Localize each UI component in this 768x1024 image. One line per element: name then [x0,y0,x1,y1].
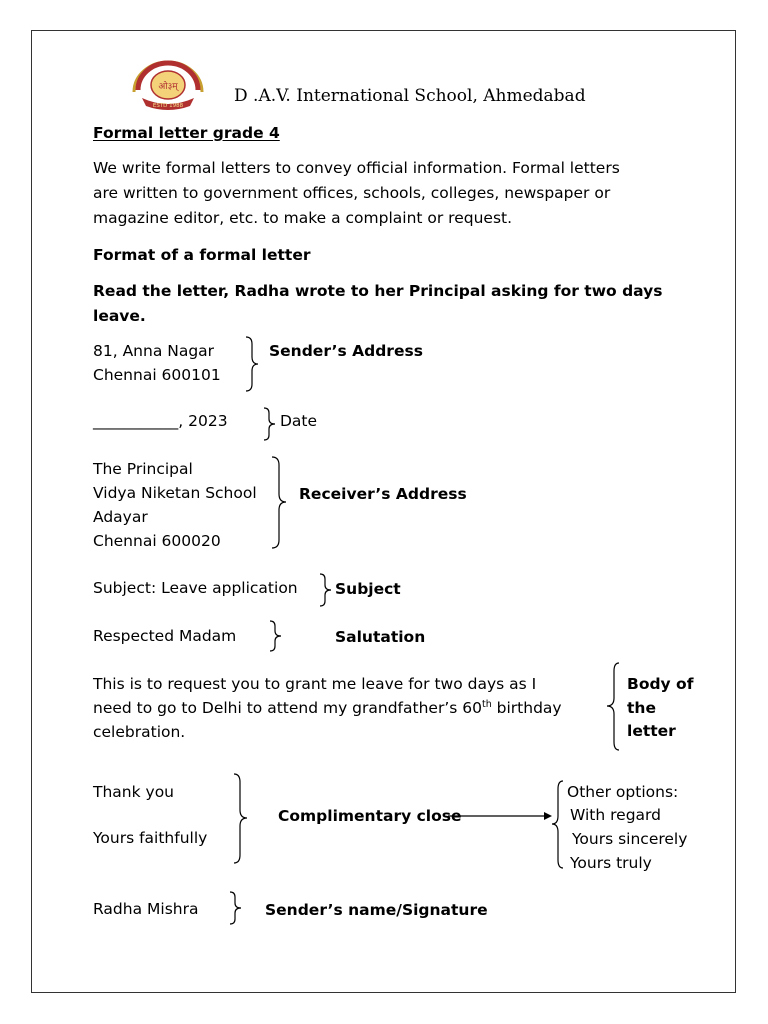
body-line: celebration. [93,723,186,741]
sender-address-line: Chennai 600101 [93,366,221,384]
date-line [93,409,228,433]
body-brace [605,662,623,752]
body-line [93,696,562,720]
sender-name-label: Sender’s name/Signature [265,901,488,919]
sender-address-line: 81, Anna Nagar [93,342,215,360]
sender-address-label: Sender’s Address [269,342,423,360]
format-heading: Format of a formal letter [93,246,311,264]
body-line2-end: birthday [491,699,562,717]
receiver-address-line: Chennai 600020 [93,532,221,550]
date-label: Date [280,412,318,430]
receiver-address-line: The Principal [93,460,193,478]
receiver-address-brace [270,456,288,550]
sender-address-brace [244,336,260,392]
intro-line: We write formal letters to convey official information. Formal letters [93,159,620,177]
receiver-address-line: Vidya Niketan School [93,484,257,502]
sender-name-text: Radha Mishra [93,900,199,918]
school-logo [128,52,208,112]
close-line: Thank you [93,783,174,801]
body-superscript: th [481,698,492,710]
school-name: D .A.V. International School, Ahmedabad [234,86,586,106]
close-label: Complimentary close [278,807,462,825]
option-item: Yours truly [570,854,652,872]
option-item: With regard [570,806,661,824]
instruction-line: Read the letter, Radha wrote to her Principal asking for two days [93,282,663,300]
close-line: Yours faithfully [93,829,208,847]
close-arrow [448,808,558,824]
salutation-brace [268,620,284,652]
page-title: Formal letter grade 4 [93,124,280,142]
date-year: , 2023 [178,412,228,430]
receiver-address-line: Adayar [93,508,148,526]
close-brace [232,773,250,865]
subject-text: Subject: Leave application [93,579,298,597]
intro-line: are written to government offices, schools, colleges, newspaper or [93,184,611,202]
date-blank: ___________ [93,412,179,430]
logo-estd-text: ESTD 1988 [152,103,184,109]
body-line: This is to request you to grant me leave for two days as I [93,675,537,693]
option-item: Yours sincerely [572,830,688,848]
subject-brace [318,573,334,607]
body-label-line: Body of [627,675,694,693]
body-label-line: letter [627,722,676,740]
sender-name-brace [228,891,244,925]
date-brace [262,407,278,441]
options-brace [550,780,566,872]
body-line2-text: need to go to Delhi to attend my grandfather’s 60 [93,699,482,717]
subject-label: Subject [335,580,401,598]
intro-paragraph [93,156,693,231]
options-heading: Other options: [567,783,679,801]
body-label-line: the [627,699,656,717]
salutation-label: Salutation [335,628,426,646]
instruction-line: leave. [93,307,146,325]
salutation-text: Respected Madam [93,627,237,645]
svg-text:ओ३म्: ओ३म् [158,82,178,92]
intro-line: magazine editor, etc. to make a complaint or request. [93,209,513,227]
receiver-address-label: Receiver’s Address [299,485,467,503]
